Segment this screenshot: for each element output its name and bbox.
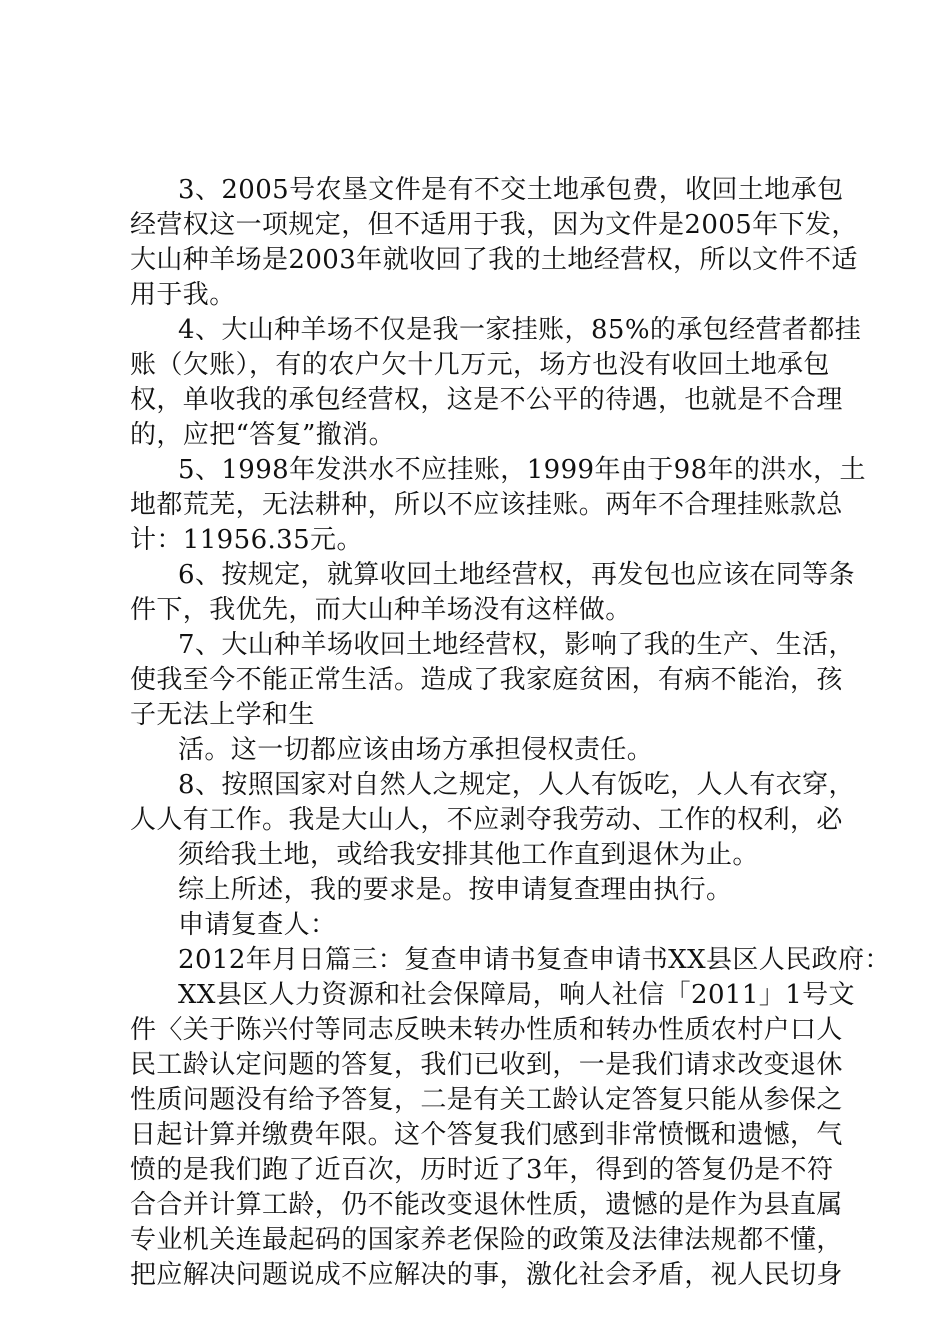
text-line: 性质问题没有给予答复，二是有关工龄认定答复只能从参保之 — [130, 1085, 843, 1115]
text-line: 2012年月日篇三：复查申请书复查申请书XX县区人民政府： — [178, 945, 891, 975]
text-line: XX县区人力资源和社会保障局，响人社信「2011」1号文 — [178, 980, 855, 1010]
text-line: 把应解决问题说成不应解决的事，激化社会矛盾，视人民切身 — [130, 1260, 843, 1290]
text-line: 使我至今不能正常生活。造成了我家庭贫困，有病不能治，孩 — [130, 665, 843, 695]
text-line: 3、2005号农垦文件是有不交土地承包费，收回土地承包 — [178, 175, 844, 205]
text-line: 地都荒芜，无法耕种，所以不应该挂账。两年不合理挂账款总 — [130, 490, 843, 520]
text-line: 的，应把“答复”撤消。 — [130, 420, 395, 450]
text-line: 件〈关于陈兴付等同志反映未转办性质和转办性质农村户口人 — [130, 1015, 843, 1045]
text-line: 件下，我优先，而大山种羊场没有这样做。 — [130, 595, 632, 625]
text-line: 8、按照国家对自然人之规定，人人有饭吃，人人有衣穿， — [178, 770, 855, 800]
text-line: 大山种羊场是2003年就收回了我的土地经营权，所以文件不适 — [130, 245, 858, 275]
text-line: 5、1998年发洪水不应挂账，1999年由于98年的洪水，土 — [178, 455, 866, 485]
text-line: 用于我。 — [130, 280, 236, 310]
text-line: 活。这一切都应该由场方承担侵权责任。 — [178, 735, 654, 765]
text-line: 权，单收我的承包经营权，这是不公平的待遇，也就是不合理 — [130, 385, 843, 415]
text-line: 经营权这一项规定，但不适用于我，因为文件是2005年下发， — [130, 210, 858, 240]
text-line: 4、大山种羊场不仅是我一家挂账，85%的承包经营者都挂 — [178, 315, 862, 345]
text-line: 账（欠账），有的农户欠十几万元，场方也没有收回土地承包 — [130, 350, 830, 380]
text-line: 6、按规定，就算收回土地经营权，再发包也应该在同等条 — [178, 560, 855, 590]
text-line: 申请复查人： — [178, 910, 337, 940]
text-line: 计：11956.35元。 — [130, 525, 363, 555]
text-line: 7、大山种羊场收回土地经营权，影响了我的生产、生活， — [178, 630, 855, 660]
text-line: 日起计算并缴费年限。这个答复我们感到非常愤慨和遗憾，气 — [130, 1120, 843, 1150]
text-line: 专业机关连最起码的国家养老保险的政策及法律法规都不懂， — [130, 1225, 843, 1255]
text-line: 民工龄认定问题的答复，我们已收到，一是我们请求改变退休 — [130, 1050, 843, 1080]
text-line: 子无法上学和生 — [130, 700, 315, 730]
text-line: 合合并计算工龄，仍不能改变退休性质，遗憾的是作为县直属 — [130, 1190, 843, 1220]
text-line: 人人有工作。我是大山人，不应剥夺我劳动、工作的权利，必 — [130, 805, 843, 835]
text-line: 综上所述，我的要求是。按申请复查理由执行。 — [178, 875, 733, 905]
text-line: 愤的是我们跑了近百次，历时近了3年，得到的答复仍是不符 — [130, 1155, 834, 1185]
text-line: 须给我土地，或给我安排其他工作直到退休为止。 — [178, 840, 759, 870]
